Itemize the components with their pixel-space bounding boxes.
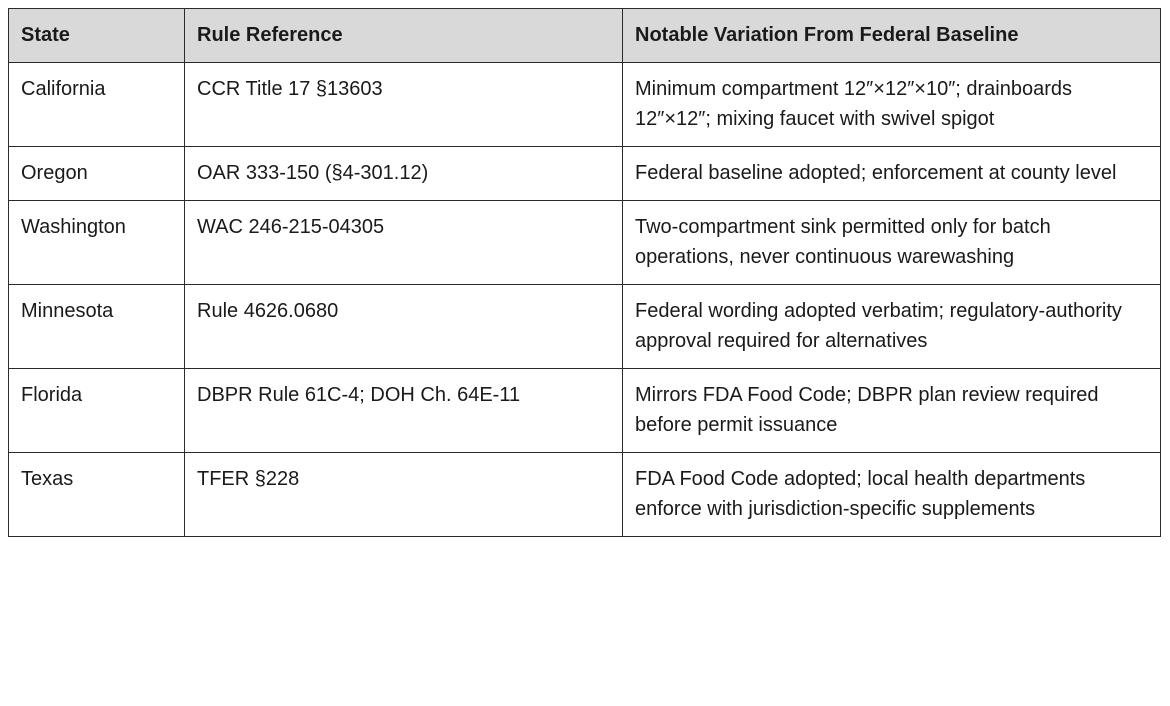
state-rules-table (8, 8, 1161, 537)
cell-rule-reference: Rule 4626.0680 (185, 285, 623, 369)
cell-state: California (9, 63, 185, 147)
cell-state: Texas (9, 453, 185, 537)
header-row (9, 9, 1161, 63)
table-row (9, 285, 1161, 369)
table-row (9, 453, 1161, 537)
cell-variation: Federal wording adopted verbatim; regulatory-authority approval required for alternatives (623, 285, 1161, 369)
cell-variation: Federal baseline adopted; enforcement at county level (623, 147, 1161, 201)
cell-state: Minnesota (9, 285, 185, 369)
cell-variation: Minimum compartment 12″×12″×10″; drainboards 12″×12″; mixing faucet with swivel spigot (623, 63, 1161, 147)
cell-rule-reference: DBPR Rule 61C-4; DOH Ch. 64E-11 (185, 369, 623, 453)
cell-variation: Two-compartment sink permitted only for batch operations, never continuous warewashing (623, 201, 1161, 285)
cell-rule-reference: OAR 333-150 (§4-301.12) (185, 147, 623, 201)
cell-state: Washington (9, 201, 185, 285)
state-rules-table-wrapper (8, 8, 1160, 537)
header-rule-reference: Rule Reference (185, 9, 623, 63)
cell-variation: FDA Food Code adopted; local health departments enforce with jurisdiction-specific supplements (623, 453, 1161, 537)
table-row (9, 201, 1161, 285)
header-state: State (9, 9, 185, 63)
cell-rule-reference: CCR Title 17 §13603 (185, 63, 623, 147)
header-notable-variation: Notable Variation From Federal Baseline (623, 9, 1161, 63)
table-body (9, 63, 1161, 537)
table-header (9, 9, 1161, 63)
table-row (9, 369, 1161, 453)
cell-state: Oregon (9, 147, 185, 201)
cell-variation: Mirrors FDA Food Code; DBPR plan review required before permit issuance (623, 369, 1161, 453)
cell-state: Florida (9, 369, 185, 453)
table-row (9, 63, 1161, 147)
cell-rule-reference: TFER §228 (185, 453, 623, 537)
table-row (9, 147, 1161, 201)
cell-rule-reference: WAC 246-215-04305 (185, 201, 623, 285)
